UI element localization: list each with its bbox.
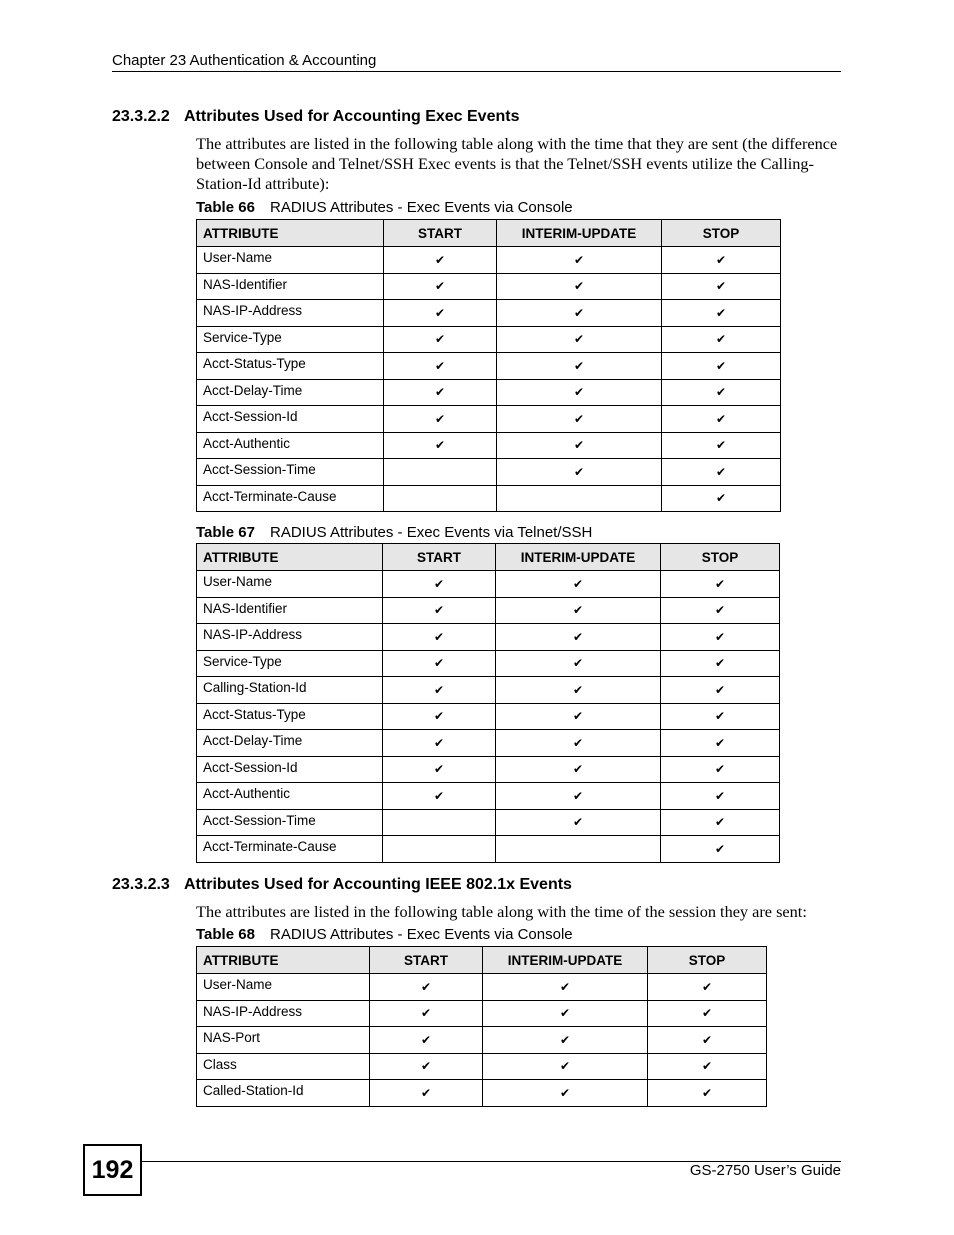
checkmark-icon: ✔ — [384, 432, 497, 459]
page-number: 192 — [83, 1144, 142, 1196]
checkmark-icon: ✔ — [384, 406, 497, 433]
attribute-name: NAS-Port — [197, 1027, 370, 1054]
chapter-header: Chapter 23 Authentication & Accounting — [112, 52, 377, 69]
table-label: Table 66 — [196, 199, 255, 216]
checkmark-icon: ✔ — [662, 353, 781, 380]
checkmark-icon: ✔ — [384, 247, 497, 274]
table-row — [197, 597, 780, 624]
table-row — [197, 300, 781, 327]
checkmark-icon: ✔ — [497, 247, 662, 274]
attribute-name: User-Name — [197, 974, 370, 1001]
checkmark-icon: ✔ — [383, 650, 496, 677]
attribute-name: Acct-Terminate-Cause — [197, 485, 384, 512]
checkmark-icon: ✔ — [661, 677, 780, 704]
table-row — [197, 703, 780, 730]
table-row — [197, 624, 780, 651]
checkmark-icon: ✔ — [661, 730, 780, 757]
column-header: INTERIM-UPDATE — [483, 947, 648, 974]
checkmark-icon: ✔ — [383, 783, 496, 810]
table-caption-text: RADIUS Attributes - Exec Events via Telnet/SSH — [270, 524, 593, 541]
checkmark-icon: ✔ — [496, 703, 661, 730]
table-row — [197, 406, 781, 433]
checkmark-icon: ✔ — [661, 756, 780, 783]
column-header: STOP — [661, 544, 780, 571]
checkmark-icon: ✔ — [483, 1080, 648, 1107]
column-header: START — [383, 544, 496, 571]
checkmark-icon: ✔ — [483, 1027, 648, 1054]
attribute-name: Acct-Delay-Time — [197, 379, 384, 406]
table-row — [197, 485, 781, 512]
checkmark-icon: ✔ — [661, 650, 780, 677]
checkmark-icon: ✔ — [383, 624, 496, 651]
table-caption-text: RADIUS Attributes - Exec Events via Console — [270, 926, 573, 943]
checkmark-icon: ✔ — [383, 597, 496, 624]
column-header: STOP — [662, 220, 781, 247]
checkmark-icon: ✔ — [496, 677, 661, 704]
table-67 — [196, 543, 780, 863]
checkmark-icon: ✔ — [497, 432, 662, 459]
checkmark-icon: ✔ — [661, 624, 780, 651]
checkmark-icon: ✔ — [496, 624, 661, 651]
checkmark-icon: ✔ — [496, 597, 661, 624]
checkmark-icon: ✔ — [648, 974, 767, 1001]
table-row — [197, 1080, 767, 1107]
section-paragraph-exec: The attributes are listed in the following table along with the time that they are sent (the difference between Console and Telnet/SSH Exec events is that the Telnet/SSH events utilize the Calling-Station-Id attribute): — [196, 134, 838, 193]
checkmark-icon: ✔ — [662, 406, 781, 433]
section-number: 23.3.2.2 — [112, 108, 170, 125]
checkmark-icon: ✔ — [383, 730, 496, 757]
checkmark-icon: ✔ — [497, 273, 662, 300]
checkmark-icon: ✔ — [661, 783, 780, 810]
table-caption — [196, 199, 573, 216]
table-row — [197, 1027, 767, 1054]
table-label: Table 67 — [196, 524, 255, 541]
column-header: INTERIM-UPDATE — [496, 544, 661, 571]
checkmark-icon: ✔ — [384, 273, 497, 300]
checkmark-icon: ✔ — [383, 571, 496, 598]
checkmark-icon: ✔ — [662, 273, 781, 300]
checkmark-icon: ✔ — [384, 326, 497, 353]
checkmark-icon: ✔ — [497, 459, 662, 486]
section-heading-8021x — [112, 876, 572, 894]
attribute-name: Called-Station-Id — [197, 1080, 370, 1107]
attribute-name: NAS-Identifier — [197, 273, 384, 300]
checkmark-icon: ✔ — [661, 703, 780, 730]
checkmark-icon: ✔ — [496, 730, 661, 757]
table-row — [197, 650, 780, 677]
checkmark-icon: ✔ — [662, 247, 781, 274]
checkmark-icon: ✔ — [370, 1000, 483, 1027]
checkmark-icon: ✔ — [497, 353, 662, 380]
table-row — [197, 379, 781, 406]
checkmark-icon: ✔ — [662, 432, 781, 459]
checkmark-icon: ✔ — [662, 379, 781, 406]
checkmark-icon: ✔ — [496, 783, 661, 810]
attribute-name: Acct-Terminate-Cause — [197, 836, 383, 863]
checkmark-icon: ✔ — [497, 326, 662, 353]
table-row — [197, 326, 781, 353]
empty-cell — [383, 809, 496, 836]
checkmark-icon: ✔ — [384, 300, 497, 327]
empty-cell — [497, 485, 662, 512]
column-header: ATTRIBUTE — [197, 544, 383, 571]
checkmark-icon: ✔ — [370, 1027, 483, 1054]
table-row — [197, 836, 780, 863]
table-caption-text: RADIUS Attributes - Exec Events via Console — [270, 199, 573, 216]
table-row — [197, 809, 780, 836]
guide-title: GS-2750 User’s Guide — [689, 1162, 841, 1179]
checkmark-icon: ✔ — [370, 974, 483, 1001]
attribute-name: NAS-IP-Address — [197, 1000, 370, 1027]
table-row — [197, 677, 780, 704]
table-row — [197, 247, 781, 274]
table-row — [197, 571, 780, 598]
checkmark-icon: ✔ — [383, 677, 496, 704]
checkmark-icon: ✔ — [497, 379, 662, 406]
attribute-name: Class — [197, 1053, 370, 1080]
attribute-name: Acct-Session-Time — [197, 809, 383, 836]
checkmark-icon: ✔ — [662, 459, 781, 486]
checkmark-icon: ✔ — [648, 1080, 767, 1107]
checkmark-icon: ✔ — [648, 1027, 767, 1054]
column-header: START — [384, 220, 497, 247]
attribute-name: Calling-Station-Id — [197, 677, 383, 704]
checkmark-icon: ✔ — [662, 300, 781, 327]
column-header: ATTRIBUTE — [197, 220, 384, 247]
checkmark-icon: ✔ — [496, 756, 661, 783]
section-heading-exec — [112, 108, 519, 126]
table-caption — [196, 926, 573, 943]
column-header: STOP — [648, 947, 767, 974]
table-row — [197, 756, 780, 783]
attribute-name: Acct-Status-Type — [197, 703, 383, 730]
checkmark-icon: ✔ — [370, 1080, 483, 1107]
attribute-name: NAS-Identifier — [197, 597, 383, 624]
table-row — [197, 353, 781, 380]
empty-cell — [384, 459, 497, 486]
attribute-name: Acct-Session-Id — [197, 756, 383, 783]
attribute-name: User-Name — [197, 571, 383, 598]
table-label: Table 68 — [196, 926, 255, 943]
attribute-name: Acct-Delay-Time — [197, 730, 383, 757]
empty-cell — [384, 485, 497, 512]
attribute-name: Service-Type — [197, 650, 383, 677]
checkmark-icon: ✔ — [370, 1053, 483, 1080]
table-66 — [196, 219, 781, 512]
checkmark-icon: ✔ — [383, 703, 496, 730]
table-row — [197, 730, 780, 757]
attribute-name: Service-Type — [197, 326, 384, 353]
checkmark-icon: ✔ — [661, 597, 780, 624]
section-number: 23.3.2.3 — [112, 876, 170, 893]
checkmark-icon: ✔ — [648, 1000, 767, 1027]
checkmark-icon: ✔ — [661, 836, 780, 863]
column-header: INTERIM-UPDATE — [497, 220, 662, 247]
table-row — [197, 1053, 767, 1080]
attribute-name: Acct-Authentic — [197, 783, 383, 810]
checkmark-icon: ✔ — [496, 571, 661, 598]
table-row — [197, 974, 767, 1001]
attribute-name: Acct-Session-Time — [197, 459, 384, 486]
section-paragraph-8021x: The attributes are listed in the following table along with the time of the session they are sent: — [196, 902, 807, 921]
checkmark-icon: ✔ — [662, 485, 781, 512]
attribute-name: Acct-Authentic — [197, 432, 384, 459]
checkmark-icon: ✔ — [483, 974, 648, 1001]
checkmark-icon: ✔ — [661, 809, 780, 836]
checkmark-icon: ✔ — [497, 406, 662, 433]
checkmark-icon: ✔ — [483, 1053, 648, 1080]
table-row — [197, 273, 781, 300]
attribute-name: User-Name — [197, 247, 384, 274]
checkmark-icon: ✔ — [384, 379, 497, 406]
attribute-name: Acct-Session-Id — [197, 406, 384, 433]
table-caption — [196, 524, 592, 541]
attribute-name: Acct-Status-Type — [197, 353, 384, 380]
section-title: Attributes Used for Accounting Exec Events — [184, 108, 520, 125]
header-rule — [112, 71, 841, 72]
table-68 — [196, 946, 767, 1107]
empty-cell — [496, 836, 661, 863]
empty-cell — [383, 836, 496, 863]
table-row — [197, 432, 781, 459]
checkmark-icon: ✔ — [384, 353, 497, 380]
checkmark-icon: ✔ — [497, 300, 662, 327]
column-header: START — [370, 947, 483, 974]
checkmark-icon: ✔ — [661, 571, 780, 598]
table-row — [197, 783, 780, 810]
table-row — [197, 459, 781, 486]
column-header: ATTRIBUTE — [197, 947, 370, 974]
checkmark-icon: ✔ — [383, 756, 496, 783]
attribute-name: NAS-IP-Address — [197, 300, 384, 327]
checkmark-icon: ✔ — [662, 326, 781, 353]
checkmark-icon: ✔ — [496, 809, 661, 836]
attribute-name: NAS-IP-Address — [197, 624, 383, 651]
table-row — [197, 1000, 767, 1027]
checkmark-icon: ✔ — [483, 1000, 648, 1027]
section-title: Attributes Used for Accounting IEEE 802.1x Events — [184, 876, 572, 893]
checkmark-icon: ✔ — [648, 1053, 767, 1080]
checkmark-icon: ✔ — [496, 650, 661, 677]
